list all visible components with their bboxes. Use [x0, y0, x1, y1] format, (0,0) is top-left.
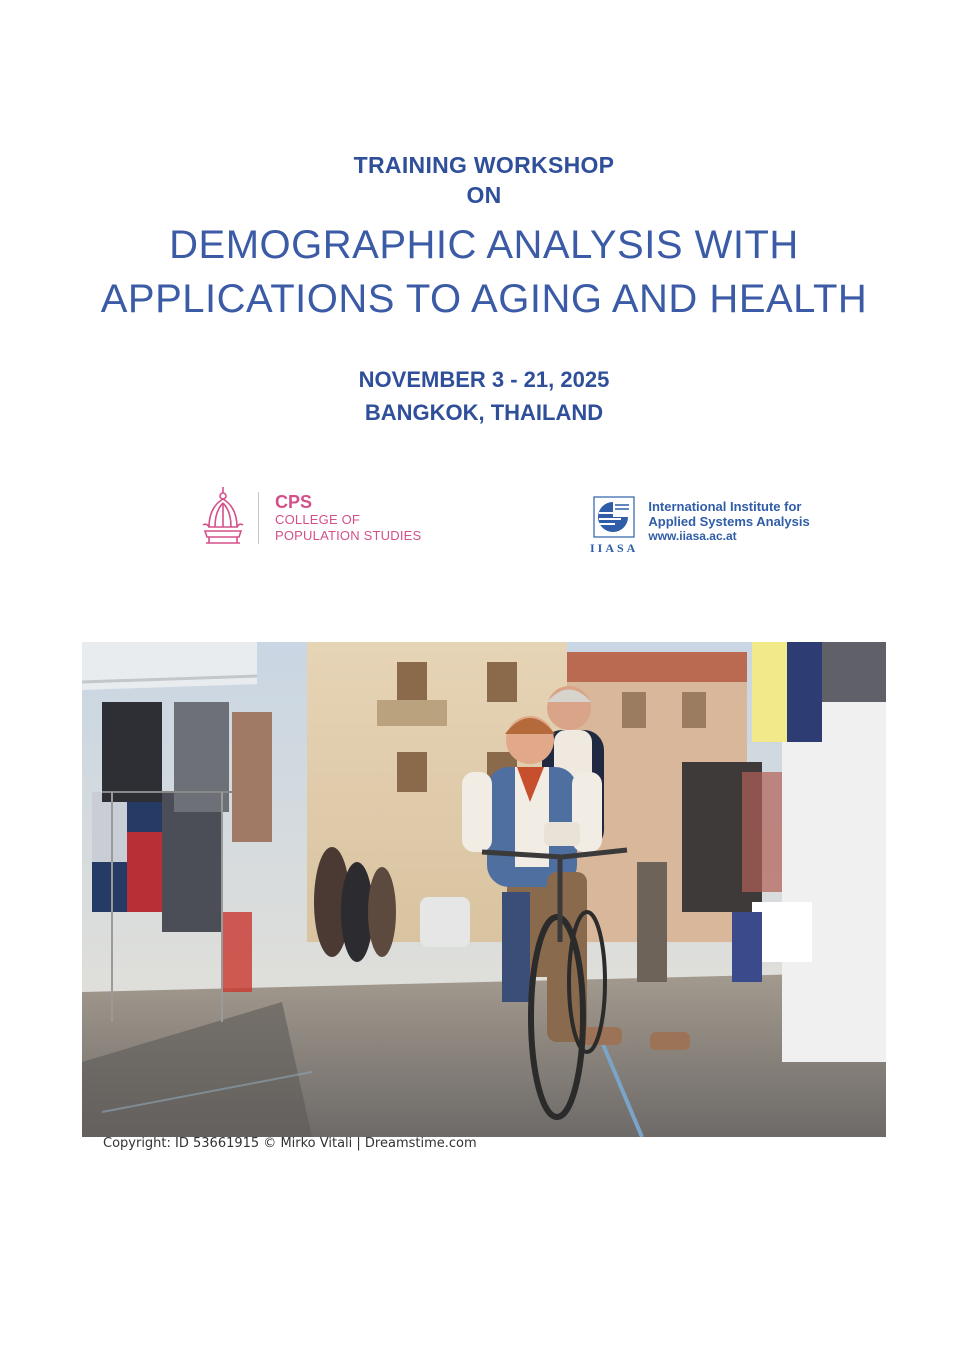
title-line-2: APPLICATIONS TO AGING AND HEALTH	[100, 277, 868, 321]
iiasa-acronym: IIASA	[590, 541, 639, 555]
cps-name-line-1: COLLEGE OF	[275, 512, 361, 527]
cps-emblem-icon	[200, 485, 246, 551]
iiasa-url: www.iiasa.ac.at	[648, 529, 737, 543]
cover-photo	[82, 642, 886, 1137]
iiasa-name-line-1: International Institute for	[648, 499, 802, 514]
title-line-1: DEMOGRAPHIC ANALYSIS WITH	[169, 223, 799, 267]
workshop-kicker	[0, 150, 968, 210]
iiasa-wordmark	[648, 499, 809, 544]
iiasa-globe-icon	[593, 496, 635, 538]
cps-abbr: CPS	[275, 492, 313, 512]
kicker-line-1: TRAINING WORKSHOP	[353, 152, 615, 178]
iiasa-logo	[590, 496, 810, 556]
kicker-line-2: ON	[466, 182, 502, 208]
cps-logo	[200, 485, 421, 551]
photo-credit: Copyright: ID 53661915 © Mirko Vitali | Dreamstime.com	[103, 1136, 477, 1151]
iiasa-name-line-2: Applied Systems Analysis	[648, 514, 810, 529]
event-location: BANGKOK, THAILAND	[364, 400, 604, 425]
cps-divider	[258, 492, 259, 544]
event-info	[0, 363, 968, 429]
event-dates: NOVEMBER 3 - 21, 2025	[358, 367, 610, 392]
cps-name-line-2: POPULATION STUDIES	[275, 528, 422, 543]
iiasa-mark	[590, 496, 638, 556]
market-bicycle-photo	[82, 642, 886, 1137]
cps-wordmark	[275, 492, 421, 544]
workshop-title	[0, 218, 968, 326]
